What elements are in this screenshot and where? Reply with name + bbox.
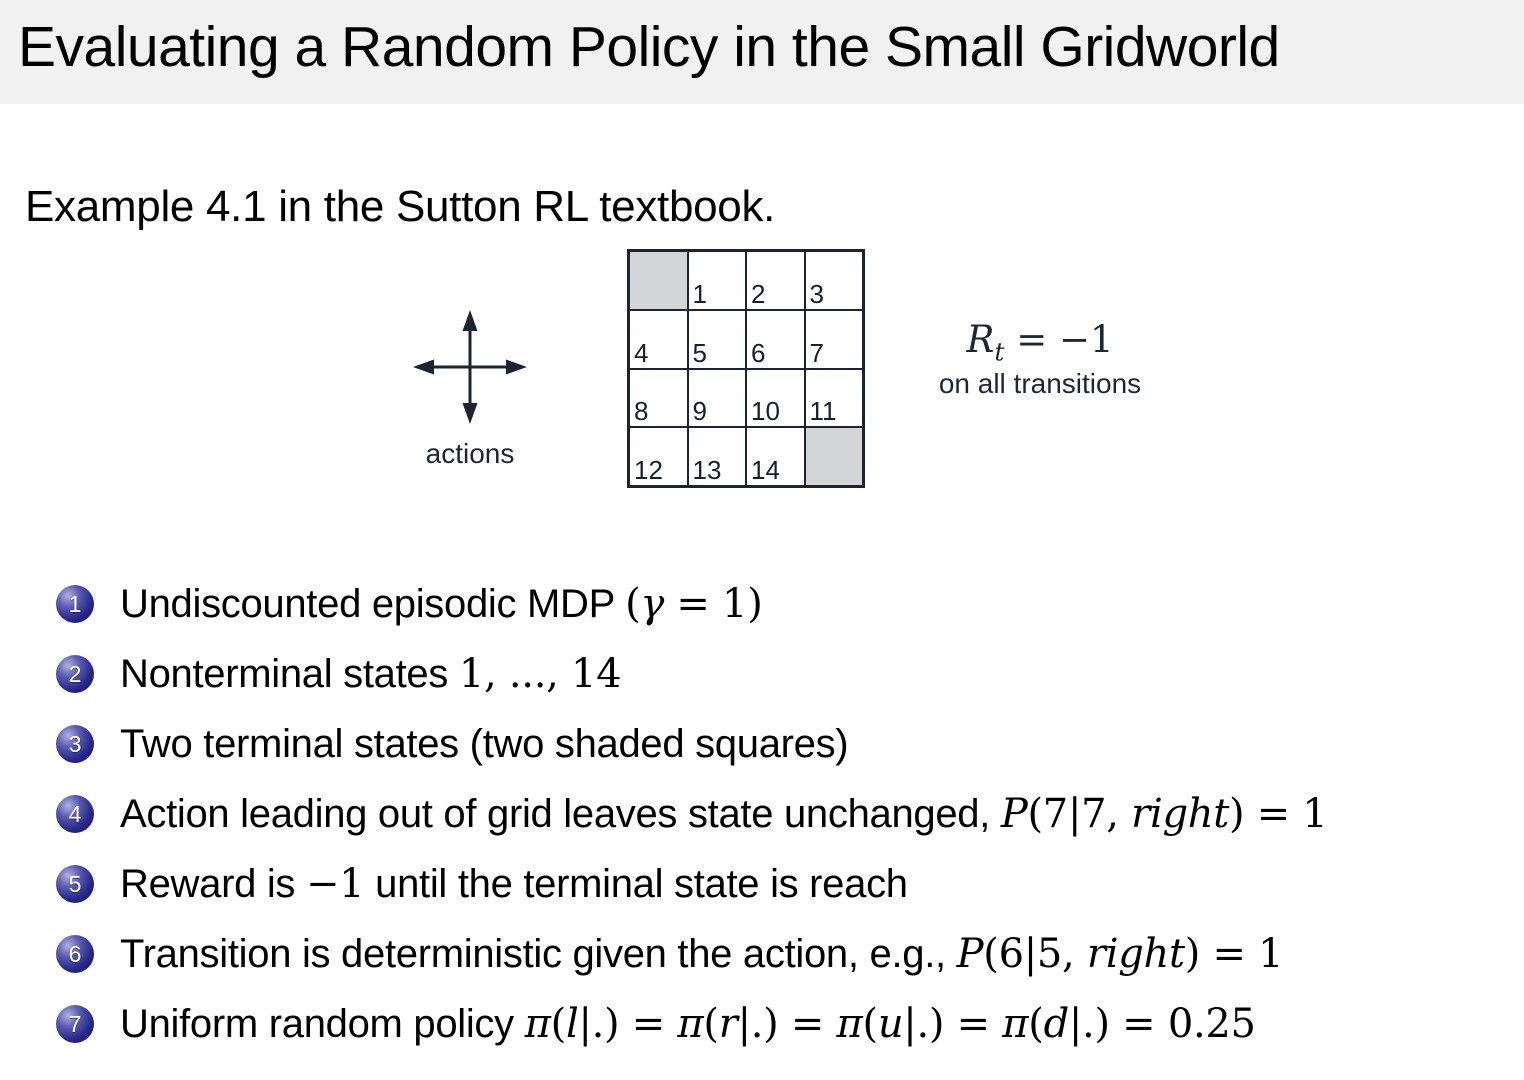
state-cell: 5 (688, 310, 747, 369)
reward-equation: $R_t = -1$ (966, 318, 1114, 367)
item-number-badge: 3 (56, 725, 94, 763)
list-item (56, 862, 1328, 906)
enumerated-list (56, 582, 1328, 1072)
item-number-badge: 7 (56, 1005, 94, 1043)
reward-note (890, 318, 1190, 400)
item-text: Transition is deterministic given the action, e.g., P(6|5, right) = 1 (120, 931, 1284, 977)
state-cell: 7 (805, 310, 864, 369)
subtitle: Example 4.1 in the Sutton RL textbook. (25, 182, 776, 231)
list-item (56, 792, 1328, 836)
reward-caption: on all transitions (938, 368, 1142, 400)
list-item (56, 1002, 1328, 1046)
item-number-badge: 5 (56, 865, 94, 903)
state-cell: 6 (746, 310, 805, 369)
item-number-badge: 2 (56, 655, 94, 693)
item-text: Action leading out of grid leaves state unchanged, P(7|7, right) = 1 (120, 791, 1328, 837)
item-number-badge: 6 (56, 935, 94, 973)
actions-label: actions (425, 438, 515, 469)
state-cell: 1 (688, 251, 747, 310)
terminal-cell (805, 427, 864, 486)
list-item (56, 652, 1328, 696)
item-text: Reward is −1 until the terminal state is reach (120, 861, 908, 907)
state-cell: 9 (688, 369, 747, 428)
state-cell: 12 (629, 427, 688, 486)
state-cell: 3 (805, 251, 864, 310)
list-item (56, 932, 1328, 976)
slide-title-bar (0, 0, 1524, 104)
item-text: Nonterminal states 1, ..., 14 (120, 651, 622, 697)
state-cell: 14 (746, 427, 805, 486)
state-cell: 4 (629, 310, 688, 369)
state-cell: 13 (688, 427, 747, 486)
state-cell: 11 (805, 369, 864, 428)
list-item (56, 582, 1328, 626)
state-cell: 10 (746, 369, 805, 428)
terminal-cell (629, 251, 688, 310)
item-number-badge: 1 (56, 585, 94, 623)
state-cell: 8 (629, 369, 688, 428)
item-text: Uniform random policy π(l|.) = π(r|.) = π(u|.) = π(d|.) = 0.25 (120, 1001, 1256, 1047)
item-text: Undiscounted episodic MDP (γ = 1) (120, 581, 763, 627)
page-title: Evaluating a Random Policy in the Small Gridworld (18, 15, 1280, 79)
list-item (56, 722, 1328, 766)
actions-cross-icon (413, 310, 527, 424)
item-text: Two terminal states (two shaded squares) (120, 721, 849, 766)
gridworld-grid (627, 249, 865, 488)
state-cell: 2 (746, 251, 805, 310)
item-number-badge: 4 (56, 795, 94, 833)
